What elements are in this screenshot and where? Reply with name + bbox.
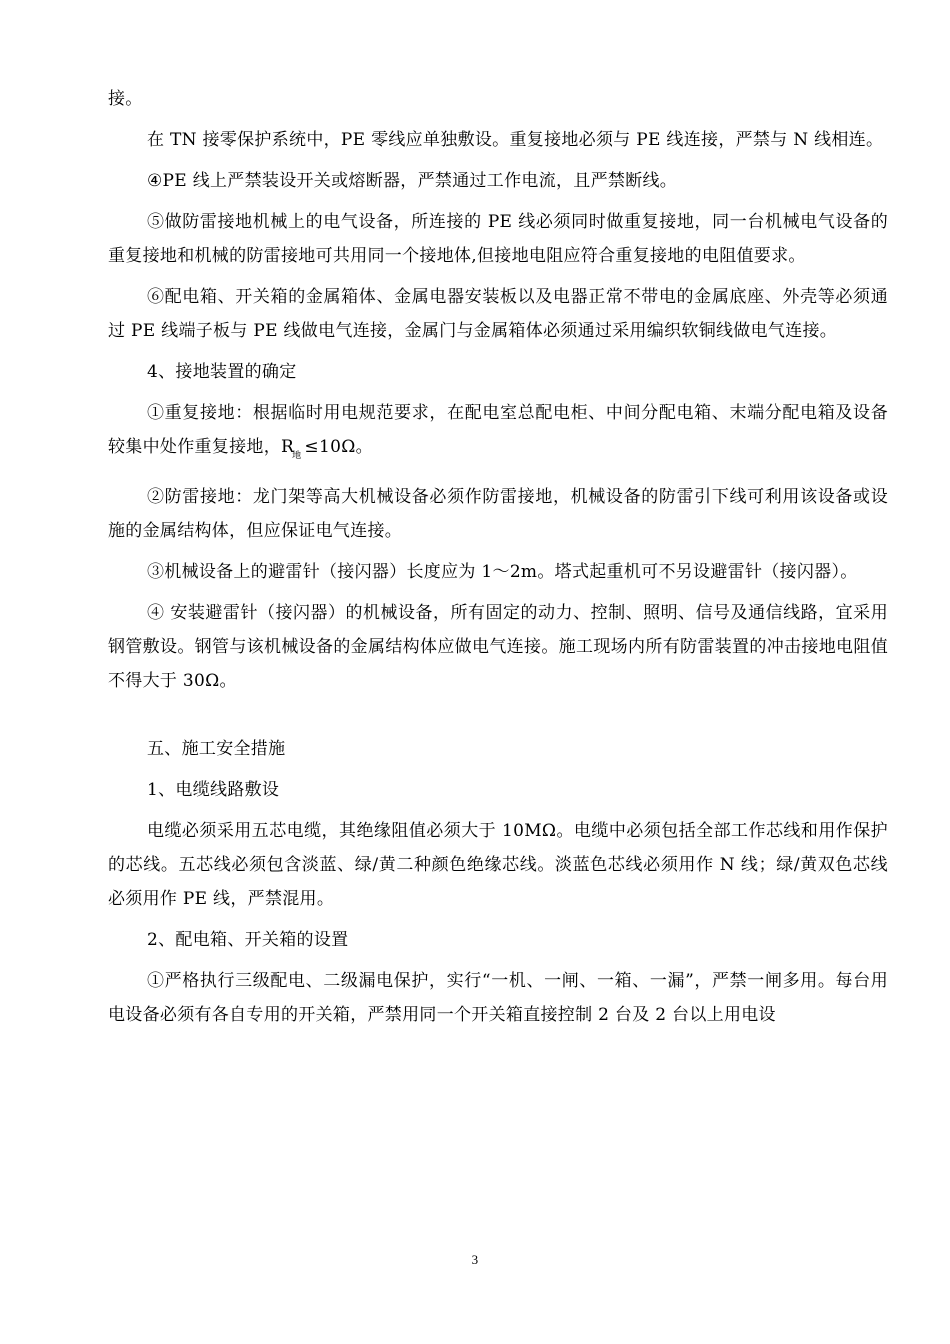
section-title: 五、施工安全措施 — [147, 739, 286, 759]
resistance-subscript: 地 — [292, 451, 302, 461]
subheading-grounding-device: 4、接地装置的确定 — [147, 362, 297, 382]
paragraph-lightning-rod-length: ③机械设备上的避雷针（接闪器）长度应为 1～2m。塔式起重机可不另设避雷针（接闪器）。 — [147, 562, 858, 582]
document-body — [108, 82, 888, 1039]
page-number: 3 — [471, 1252, 479, 1267]
paragraph-lightning-rod-equipment: ④ 安装避雷针（接闪器）的机械设备，所有固定的动力、控制、照明、信号及通信线路，宜采用钢管敷设。钢管与该机械设备的金属结构体应做电气连接。施工现场内所有防雷装置的冲击接地电阻值不得大于 30Ω。 — [108, 603, 888, 691]
subheading-cable-laying: 1、电缆线路敷设 — [147, 780, 280, 800]
paragraph-five-core-cable: 电缆必须采用五芯电缆，其绝缘阻值必须大于 10MΩ。电缆中必须包括全部工作芯线和用作保护的芯线。五芯线必须包含淡蓝、绿/黄二种颜色绝缘芯线。淡蓝色芯线必须用作 N 线；绿/黄双色芯线必须用作 PE 线，严禁混用。 — [108, 821, 888, 909]
subheading-distribution-box: 2、配电箱、开关箱的设置 — [147, 930, 349, 950]
paragraph-item-6: ⑥配电箱、开关箱的金属箱体、金属电器安装板以及电器正常不带电的金属底座、外壳等必须通过 PE 线端子板与 PE 线做电气连接，金属门与金属箱体必须通过采用编织软铜线做电气连接。 — [108, 287, 888, 341]
paragraph-item-5: ⑤做防雷接地机械上的电气设备，所连接的 PE 线必须同时做重复接地，同一台机械电气设备的重复接地和机械的防雷接地可共用同一个接地体,但接地电阻应符合重复接地的电阻值要求。 — [108, 212, 888, 266]
paragraph-three-level-distribution: ①严格执行三级配电、二级漏电保护，实行“一机、一闸、一箱、一漏”，严禁一闸多用。每台用电设备必须有各自专用的开关箱，严禁用同一个开关箱直接控制 2 台及 2 台以上用电设 — [108, 971, 888, 1025]
paragraph-lightning-grounding: ②防雷接地：龙门架等高大机械设备必须作防雷接地，机械设备的防雷引下线可利用该设备或设施的金属结构体，但应保证电气连接。 — [108, 487, 888, 541]
paragraph-repeat-grounding — [108, 396, 888, 473]
repeat-grounding-limit: ≤10Ω。 — [304, 437, 373, 457]
paragraph-continuation: 接。 — [108, 89, 143, 109]
paragraph-tn-system: 在 TN 接零保护系统中，PE 零线应单独敷设。重复接地必须与 PE 线连接，严禁与 N 线相连。 — [147, 130, 884, 150]
repeat-grounding-text: ①重复接地：根据临时用电规范要求，在配电室总配电柜、中间分配电箱、末端分配电箱及设备较集中处作重复接地，R — [108, 403, 888, 457]
paragraph-item-4: ④PE 线上严禁装设开关或熔断器，严禁通过工作电流，且严禁断线。 — [147, 171, 678, 191]
section-spacer — [108, 705, 888, 732]
